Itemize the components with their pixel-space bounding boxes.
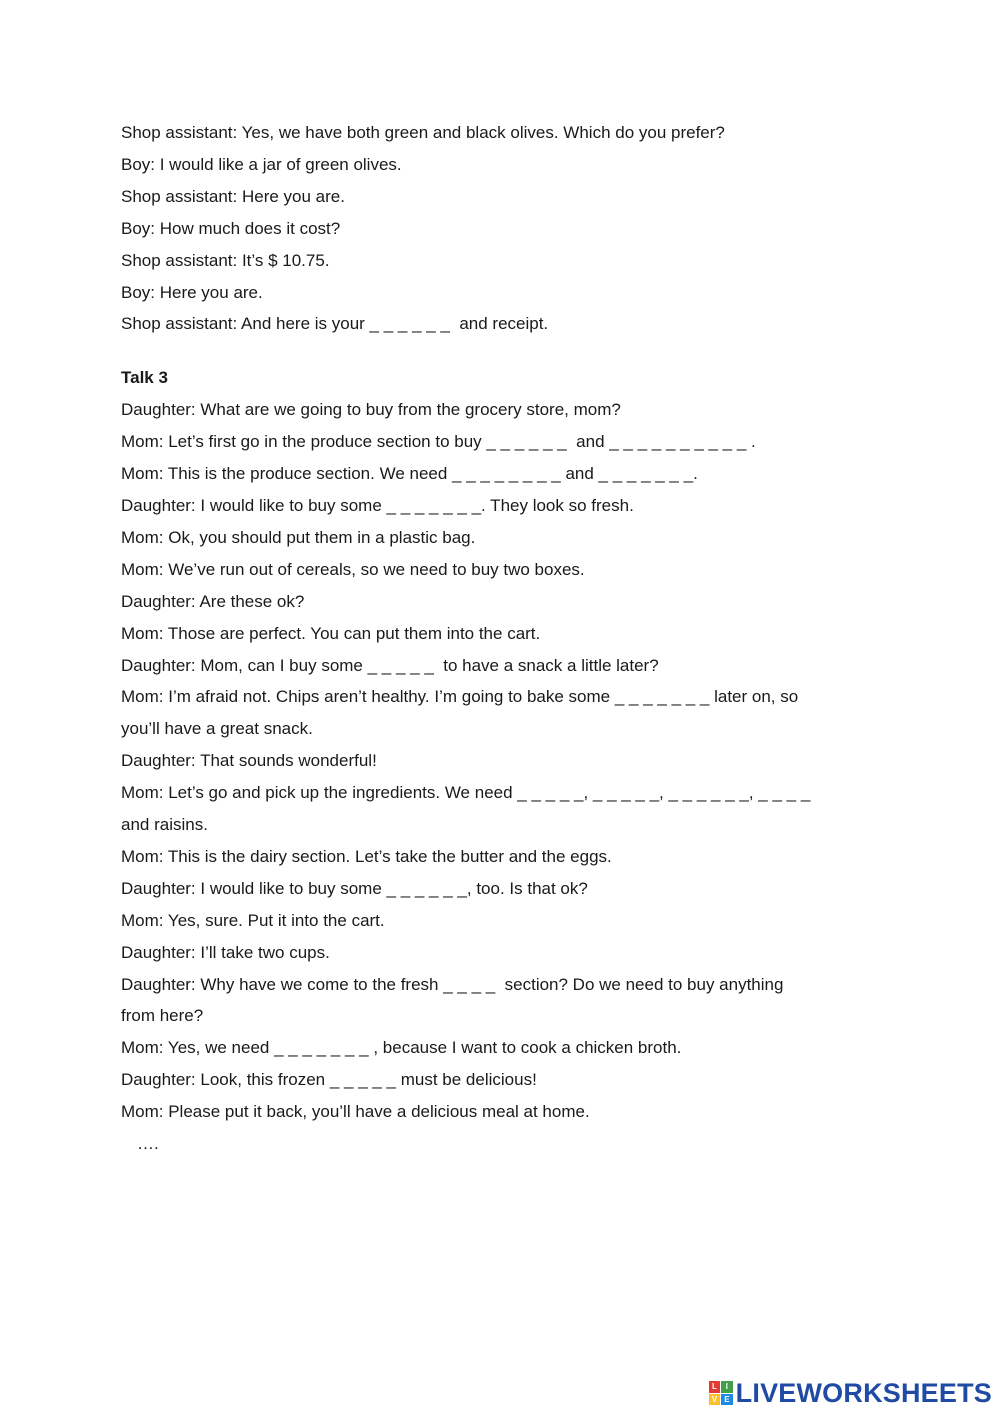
dialogue-line: Mom: We’ve run out of cereals, so we need to buy two boxes. — [121, 559, 585, 579]
dialogue-line: Daughter: Look, this frozen _ _ _ _ _ must be delicious! — [121, 1070, 537, 1090]
dialogue-line: Boy: I would like a jar of green olives. — [121, 154, 402, 174]
dialogue-line: you’ll have a great snack. — [121, 719, 313, 739]
dialogue-line: Mom: Let’s first go in the produce section to buy _ _ _ _ _ _ and _ _ _ _ _ _ _ _ _ _ . — [121, 432, 756, 452]
dialogue-line: Mom: Yes, we need _ _ _ _ _ _ _ , because I want to cook a chicken broth. — [121, 1038, 682, 1058]
dialogue-line: Boy: Here you are. — [121, 282, 263, 302]
dialogue-line: Daughter: That sounds wonderful! — [121, 751, 377, 771]
logo-text: LIVEWORKSHEETS — [735, 1377, 992, 1408]
section-spacer — [121, 340, 921, 362]
dialogue-line: Daughter: I would like to buy some _ _ _ _ _ _, too. Is that ok? — [121, 878, 588, 898]
logo-mark-letter: E — [721, 1394, 733, 1406]
dialogue-line: Shop assistant: Yes, we have both green and black olives. Which do you prefer? — [121, 123, 725, 142]
dialogue-line: Shop assistant: It’s $ 10.75. — [121, 250, 330, 270]
dialogue-line: Daughter: Mom, can I buy some _ _ _ _ _ to have a snack a little later? — [121, 655, 659, 675]
dialogue-line: Mom: Yes, sure. Put it into the cart. — [121, 910, 385, 930]
dialogue-section-2 — [121, 362, 921, 1160]
logo-mark-icon — [709, 1381, 733, 1405]
dialogue-line: from here? — [121, 1006, 204, 1026]
dialogue-line: Mom: I’m afraid not. Chips aren’t healthy. I’m going to bake some _ _ _ _ _ _ _ later on, so — [121, 687, 799, 707]
dialogue-section-1 — [121, 117, 921, 340]
dialogue-line: and raisins. — [121, 815, 208, 835]
worksheet-content — [121, 117, 921, 1160]
dialogue-line: Daughter: Are these ok? — [121, 591, 305, 611]
dialogue-line: Mom: Please put it back, you’ll have a delicious meal at home. — [121, 1102, 590, 1122]
dialogue-line: Shop assistant: Here you are. — [121, 186, 345, 206]
liveworksheets-logo — [709, 1377, 992, 1409]
dialogue-line: Mom: Ok, you should put them in a plastic bag. — [121, 527, 476, 547]
dialogue-line: Boy: How much does it cost? — [121, 218, 341, 238]
dialogue-line: Mom: Those are perfect. You can put them into the cart. — [121, 623, 541, 643]
logo-mark-letter: I — [721, 1381, 733, 1393]
dialogue-line: Daughter: I’ll take two cups. — [121, 942, 330, 962]
dialogue-line: Daughter: Why have we come to the fresh _ _ _ _ section? Do we need to buy anything — [121, 974, 784, 994]
dialogue-line: Daughter: What are we going to buy from the grocery store, mom? — [121, 400, 621, 420]
dialogue-line: Daughter: I would like to buy some _ _ _ _ _ _ _. They look so fresh. — [121, 495, 634, 515]
dialogue-line: Mom: This is the produce section. We need _ _ _ _ _ _ _ _ and _ _ _ _ _ _ _. — [121, 464, 698, 484]
logo-mark-letter: V — [709, 1394, 721, 1406]
dialogue-line: Shop assistant: And here is your _ _ _ _ _ _ and receipt. — [121, 314, 549, 334]
dialogue-line: Mom: This is the dairy section. Let’s take the butter and the eggs. — [121, 846, 612, 866]
ellipsis-text: …. — [137, 1134, 159, 1154]
section-heading: Talk 3 — [121, 368, 168, 388]
dialogue-line: Mom: Let’s go and pick up the ingredients. We need _ _ _ _ _, _ _ _ _ _, _ _ _ _ _ _, _ _ _ _ — [121, 783, 811, 803]
logo-mark-letter: L — [709, 1381, 721, 1393]
